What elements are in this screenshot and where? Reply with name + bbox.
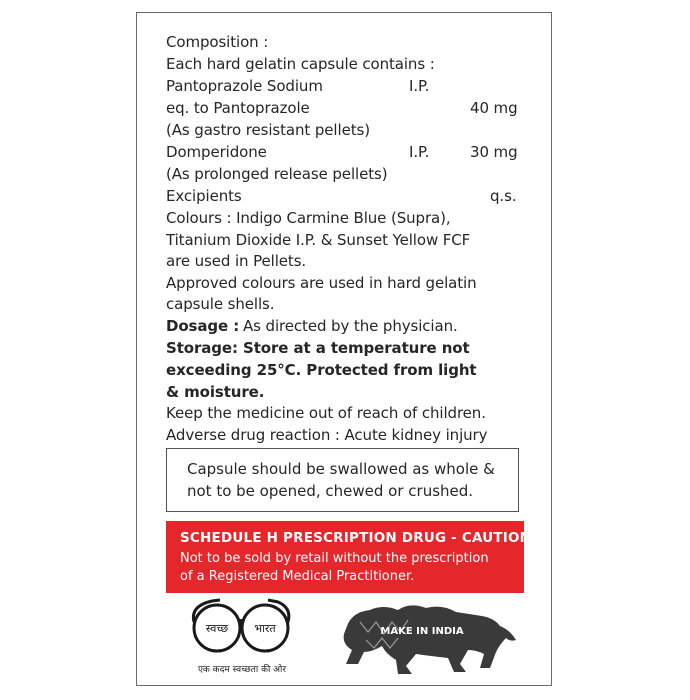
dosage-text: As directed by the physician. (243, 317, 458, 335)
capsule-notice-line-1: Capsule should be swallowed as whole & (187, 460, 495, 478)
ingredient2-note: (As prolonged release pellets) (166, 165, 388, 183)
excipients-label: Excipients (166, 187, 242, 205)
swachh-bharat-logo (193, 600, 289, 675)
composition-intro: Each hard gelatin capsule contains : (166, 55, 435, 73)
approved-line-2: capsule shells. (166, 295, 275, 313)
ingredient2-std: I.P. (409, 143, 430, 161)
excipients-qty: q.s. (490, 187, 517, 205)
schedule-h-line-1: Not to be sold by retail without the prescription (180, 551, 489, 566)
children-warning: Keep the medicine out of reach of children. (166, 404, 486, 422)
dosage-label: Dosage : (166, 317, 240, 335)
ingredient1-qty: 40 mg (470, 99, 518, 117)
swachh-right-text: भारत (254, 622, 276, 635)
swachh-tagline: एक कदम स्वच्छता की ओर (197, 665, 287, 675)
glasses-bridge-icon (240, 621, 242, 623)
schedule-h-title: SCHEDULE H PRESCRIPTION DRUG - CAUTION (180, 530, 532, 546)
ingredient1-name: Pantoprazole Sodium (166, 77, 323, 95)
colours-line-2: Titanium Dioxide I.P. & Sunset Yellow FCF (166, 231, 471, 249)
adverse-reaction: Adverse drug reaction : Acute kidney injury (166, 426, 488, 444)
storage-line-1: Storage: Store at a temperature not (166, 339, 470, 357)
ingredient1-note: (As gastro resistant pellets) (166, 121, 370, 139)
swachh-left-text: स्वच्छ (205, 622, 229, 635)
ingredient1-eq: eq. to Pantoprazole (166, 99, 310, 117)
make-in-india-text: MAKE IN INDIA (380, 626, 464, 637)
logos-strip (160, 592, 530, 682)
ingredient1-std: I.P. (409, 77, 430, 95)
schedule-h-banner (166, 521, 532, 593)
composition-heading: Composition : (166, 33, 269, 51)
storage-line-2: exceeding 25°C. Protected from light (166, 361, 477, 379)
ingredient2-name: Domperidone (166, 143, 267, 161)
make-in-india-logo (344, 605, 516, 674)
colours-line-3: are used in Pellets. (166, 252, 307, 270)
capsule-notice-box (166, 448, 519, 512)
approved-line-1: Approved colours are used in hard gelatin (166, 274, 477, 292)
lion-icon (344, 605, 516, 674)
capsule-notice-line-2: not to be opened, chewed or crushed. (187, 482, 474, 500)
schedule-h-line-2: of a Registered Medical Practitioner. (180, 569, 415, 584)
storage-line-3: & moisture. (166, 383, 265, 401)
colours-line-1: Colours : Indigo Carmine Blue (Supra), (166, 209, 451, 227)
ingredient2-qty: 30 mg (470, 143, 518, 161)
